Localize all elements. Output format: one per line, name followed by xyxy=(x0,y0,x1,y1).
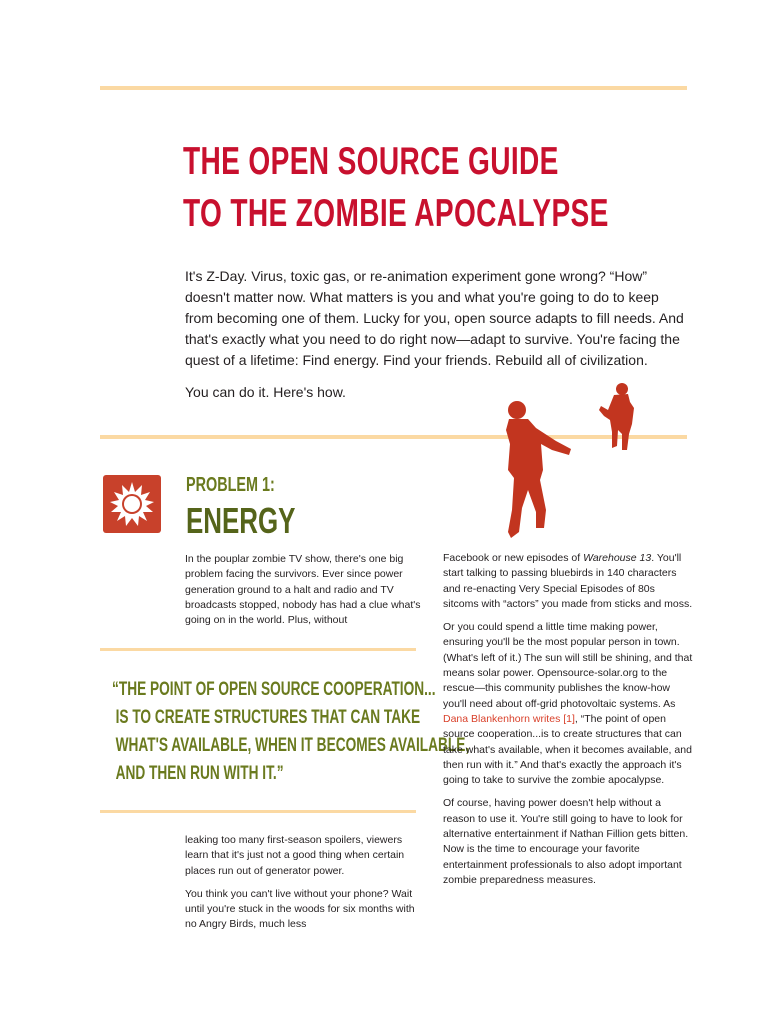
pullquote xyxy=(112,676,469,788)
pullquote-line-1: “THE POINT OF OPEN SOURCE COOPERATION... xyxy=(112,679,436,700)
column-2-paragraph-1 xyxy=(443,551,693,612)
text-span: Facebook or new episodes of xyxy=(443,552,584,564)
pullquote-rule-bottom xyxy=(100,810,416,813)
sun-icon xyxy=(103,475,161,533)
text-span: . You'll start talking to passing bluebirds in 140 characters and re-enacting Very Special Episodes of 80s sitcoms with “actors” you made from sticks and moss. xyxy=(443,552,693,610)
column-2-paragraph-3: Of course, having power doesn't help without a reason to use it. You're still going to have to look for alternative entertainment if Nathan Fillion gets bitten. Now is the time to encourage your favorite entertainment professionals to also adopt important zombie preparedness measures. xyxy=(443,797,689,886)
column-2 xyxy=(443,551,693,896)
zombie-large-icon xyxy=(506,401,571,538)
intro-paragraph-1: It's Z-Day. Virus, toxic gas, or re-animation experiment gone wrong? “How” doesn't matter now. What matters is you and what you're going to do to keep from becoming one of them. Lucky for you, open source adapts to fill needs. And that's exactly what you need to do right now—adapt to survive. You're facing the quest of a lifetime: Find energy. Find your friends. Rebuild all of civilization. xyxy=(185,268,684,368)
column-1-paragraph-1: In the pouplar zombie TV show, there's one big problem facing the survivors. Ever since power generation ground to a halt and radio and TV broadcasts stopped, nobody has had a clue what's going on in the world. Plus, without xyxy=(185,553,421,627)
column-1-bottom xyxy=(185,833,425,941)
column-2-paragraph-2 xyxy=(443,620,693,788)
problem-label: PROBLEM 1: xyxy=(186,474,275,496)
zombie-small-icon xyxy=(599,383,634,450)
title-line-1: THE OPEN SOURCE GUIDE xyxy=(183,140,559,183)
pullquote-line-3: WHAT'S AVAILABLE, WHEN IT BECOMES AVAILABLE, xyxy=(115,735,470,756)
text-span: , “The point of open source cooperation...is to create structures that can take what's available, when it becomes available, and then run with it.” And that's exactly the approach it's going to take to survive the zombie apocalypse. xyxy=(443,712,692,787)
pullquote-line-4: AND THEN RUN WITH IT.” xyxy=(115,763,284,784)
pullquote-line-2: IS TO CREATE STRUCTURES THAT CAN TAKE xyxy=(115,707,421,728)
problem-title: ENERGY xyxy=(186,500,296,541)
column-1-paragraph-2: leaking too many first-season spoilers, viewers learn that it's just not a good thing when certain places run out of generator power. xyxy=(185,834,405,877)
show-title: Warehouse 13 xyxy=(583,552,652,564)
intro-paragraph-2: You can do it. Here's how. xyxy=(185,384,346,400)
column-1-top xyxy=(185,552,425,636)
text-span: Or you could spend a little time making power, ensuring you'll be the most popular person in town. (What's left of it.) The sun will still be shining, and that means solar power. Opensource-solar.org to the rescue—this community publishes the know-how you'll need about off-grid photovoltaic systems. As xyxy=(443,621,693,710)
pullquote-rule-top xyxy=(100,648,416,651)
column-1-paragraph-3: You think you can't live without your phone? Wait until you're stuck in the woods for six months with no Angry Birds, much less xyxy=(185,887,415,931)
title-line-2: TO THE ZOMBIE APOCALYPSE xyxy=(183,192,609,235)
dana-blankenhorn-link[interactable]: Dana Blankenhorn writes [1] xyxy=(443,712,575,725)
